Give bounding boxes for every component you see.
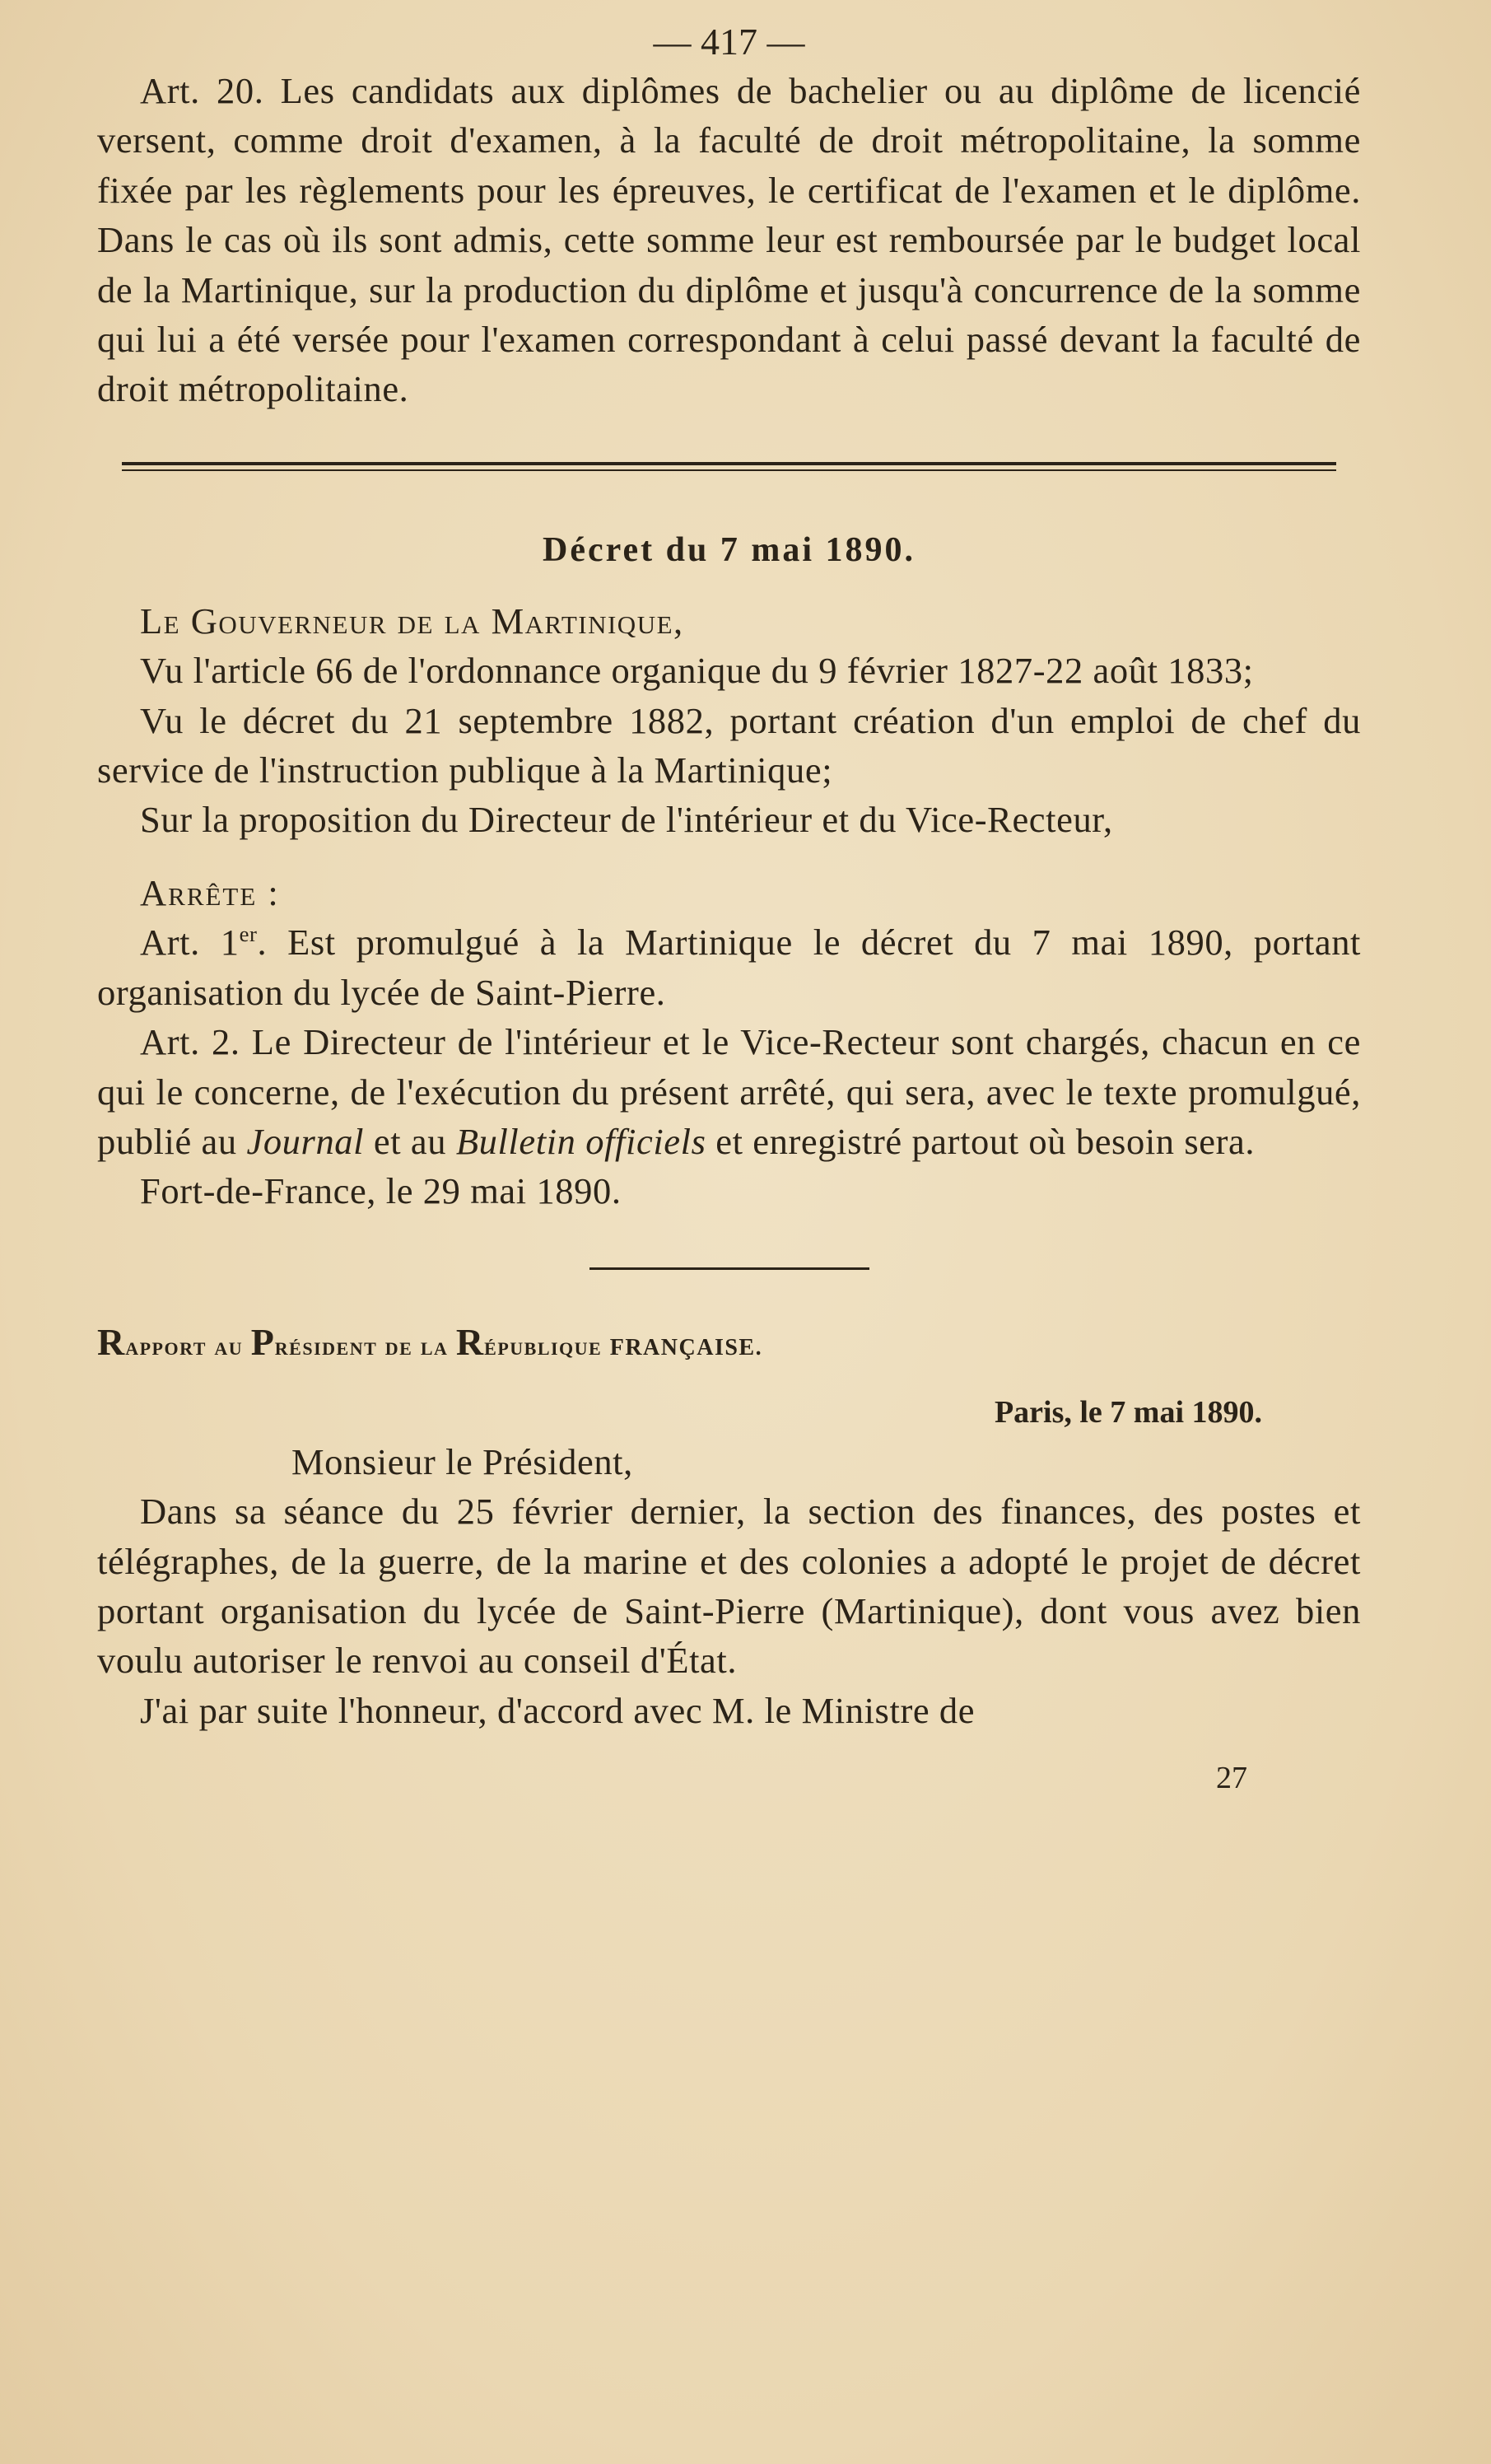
- article-1-superscript: er: [239, 922, 258, 947]
- sur-proposition: Sur la proposition du Directeur de l'intérieur et du Vice-Recteur,: [140, 799, 1113, 841]
- article-2-text-a: Art. 2. Le Directeur de l'intérieur et le Vice-Recteur sont chargés, chacun en ce qui le concerne, de l'exécution du présent arrêté, qui sera, avec le texte promulgué, publié au: [97, 1021, 1361, 1162]
- article-2-journal: Journal: [246, 1120, 365, 1162]
- article-1-lead: Art. 1: [140, 922, 240, 964]
- vu-article-66: Vu l'article 66 de l'ordonnance organique du 9 février 1827-22 août 1833;: [140, 650, 1254, 692]
- paris-dateline: Paris, le 7 mai 1890.: [994, 1394, 1262, 1430]
- article-1-text: . Est promulgué à la Martinique le décret du 7 mai 1890, portant organisation du lycée de Saint-Pierre.: [97, 922, 1362, 1013]
- fort-de-france-date: Fort-de-France, le 29 mai 1890.: [140, 1170, 622, 1212]
- article-2-text-c: et enregistré partout où besoin sera.: [706, 1120, 1256, 1162]
- double-rule-divider: [122, 462, 1336, 471]
- salutation: Monsieur le Président,: [291, 1440, 633, 1482]
- article-20: Art. 20. Les candidats aux diplômes de bachelier ou au diplôme de licencié versent, comme droit d'examen, à la faculté de droit métropolitaine, la somme fixée par les règlements pour les épreuves, le certificat de l'examen et le diplôme. Dans le cas où ils sont admis, cette somme leur est remboursée par le budget local de la Martinique, sur la production du diplôme et jusqu'à concurrence de la somme qui lui a été versée pour l'examen correspondant à celui passé devant la faculté de droit métropolitaine.: [97, 70, 1361, 410]
- article-1: [97, 917, 1361, 1017]
- article-2-text-b: et au: [364, 1120, 456, 1162]
- article-2-bulletin: Bulletin officiels: [455, 1120, 706, 1162]
- vu-decret-1882: Vu le décret du 21 septembre 1882, portant création d'un emploi de chef du service de l'instruction publique à la Martinique;: [97, 699, 1361, 791]
- page-number-top: — 417 —: [653, 21, 805, 63]
- report-paragraph-2: J'ai par suite l'honneur, d'accord avec M. le Ministre de: [140, 1689, 976, 1731]
- page-content: [97, 18, 1361, 1803]
- rapport-heading: Rapport au Président de la République FRANÇAISE.: [97, 1320, 763, 1363]
- short-rule-divider: [589, 1267, 869, 1270]
- governor-line: Le Gouverneur de la Martinique,: [140, 600, 684, 642]
- arrete-label: Arrête :: [140, 871, 280, 913]
- decree-heading: Décret du 7 mai 1890.: [543, 530, 916, 569]
- page-number-bottom: 27: [1216, 1761, 1247, 1796]
- article-2: [97, 1017, 1361, 1166]
- report-paragraph-1: Dans sa séance du 25 février dernier, la section des finances, des postes et télégraphes, de la guerre, de la marine et des colonies a adopté le projet de décret portant organisation du lycée de Saint-Pierre (Martinique), dont vous avez bien voulu autoriser le renvoi au conseil d'État.: [97, 1491, 1361, 1682]
